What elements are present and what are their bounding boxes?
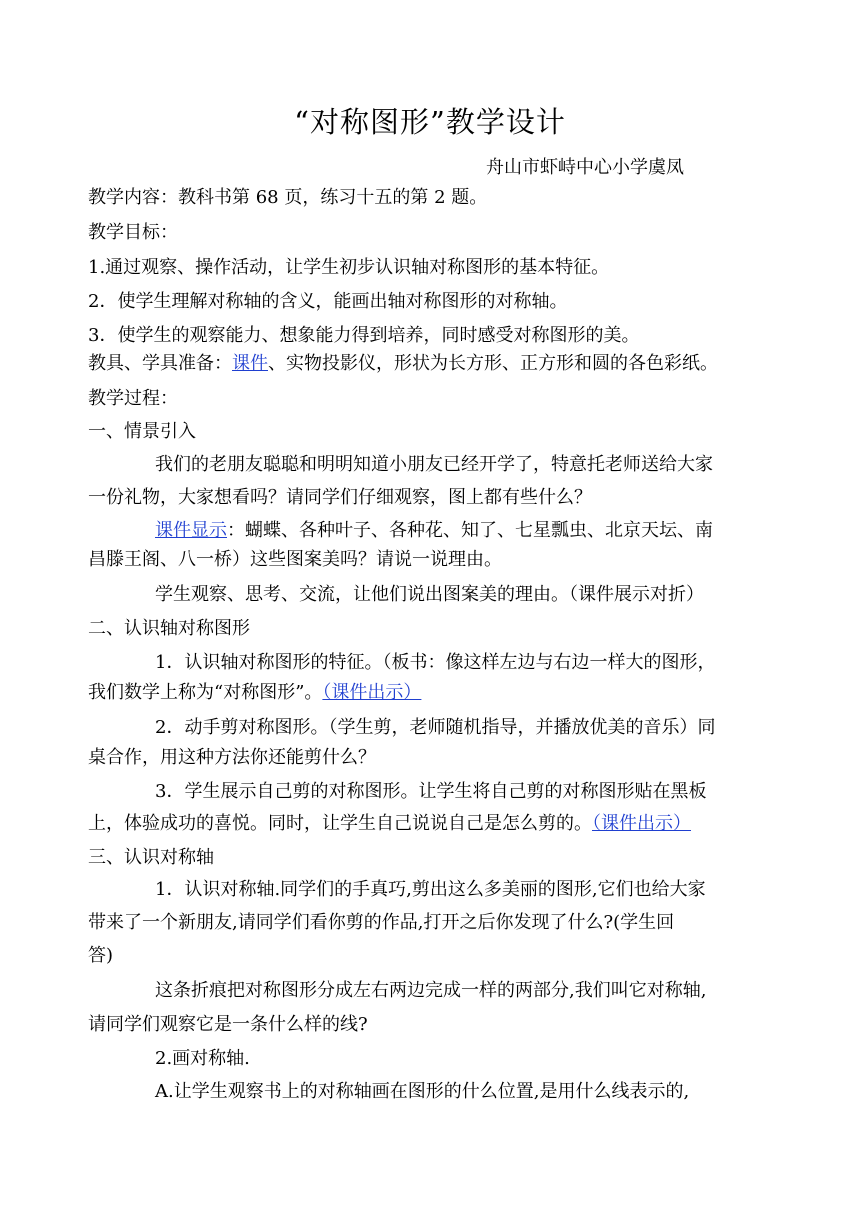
paragraph-line: 带来了一个新朋友,请同学们看你剪的作品,打开之后你发现了什么?(学生回 xyxy=(88,912,675,933)
paragraph-line: 2.画对称轴. xyxy=(155,1048,250,1069)
paragraph-line: 桌合作，用这种方法你还能剪什么？ xyxy=(88,747,376,768)
paragraph-line: 1．认识轴对称图形的特征。（板书：像这样左边与右边一样大的图形， xyxy=(155,652,716,673)
paragraph-line: 我们的老朋友聪聪和明明知道小朋友已经开学了，特意托老师送给大家 xyxy=(155,454,713,475)
paragraph-line: 学生观察、思考、交流，让他们说出图案美的理由。（课件展示对折） xyxy=(155,584,704,605)
paragraph-line: 3．学生展示自己剪的对称图形。让学生将自己剪的对称图形贴在黑板 xyxy=(155,781,707,802)
paragraph-line: A.让学生观察书上的对称轴画在图形的什么位置,是用什么线表示的, xyxy=(155,1081,690,1102)
teaching-goals-heading: 教学目标： xyxy=(88,222,178,243)
author-line: 舟山市虾峙中心小学虞凤 xyxy=(486,157,684,178)
paragraph-line: 1．认识对称轴.同学们的手真巧,剪出这么多美丽的图形,它们也给大家 xyxy=(155,879,706,900)
paragraph-line: 请同学们观察它是一条什么样的线? xyxy=(88,1014,368,1035)
courseware-link[interactable]: 课件 xyxy=(232,353,268,374)
paragraph-line: 一份礼物，大家想看吗？请同学们仔细观察，图上都有些什么？ xyxy=(88,487,592,508)
document-title: “对称图形”教学设计 xyxy=(294,105,566,139)
section-3-heading: 三、认识对称轴 xyxy=(88,847,214,868)
teaching-content: 教学内容：教科书第 68 页，练习十五的第 2 题。 xyxy=(88,187,488,208)
courseware-show-link[interactable]: （课件出示） xyxy=(322,682,422,703)
paragraph-line: 2．动手剪对称图形。（学生剪，老师随机指导，并播放优美的音乐）同 xyxy=(155,717,716,738)
materials-text: 、实物投影仪，形状为长方形、正方形和圆的各色彩纸。 xyxy=(268,353,718,374)
paragraph-text: 我们数学上称为“对称图形”。 xyxy=(88,682,323,703)
section-1-heading: 一、情景引入 xyxy=(88,421,196,442)
paragraph-text: 上，体验成功的喜悦。同时，让学生自己说说自己是怎么剪的。 xyxy=(88,813,592,834)
process-heading: 教学过程： xyxy=(88,388,178,409)
goal-1: 1.通过观察、操作活动，让学生初步认识轴对称图形的基本特征。 xyxy=(88,257,610,278)
courseware-display-text: ：蝴蝶、各种叶子、各种花、知了、七星瓢虫、北京天坛、南 xyxy=(227,520,713,541)
courseware-show-line xyxy=(88,681,778,705)
materials-line xyxy=(88,352,778,376)
goal-3: 3．使学生的观察能力、想象能力得到培养，同时感受对称图形的美。 xyxy=(88,325,640,346)
courseware-show-link-2[interactable]: （课件出示） xyxy=(592,813,691,834)
paragraph-line: 昌滕王阁、八一桥）这些图案美吗？请说一说理由。 xyxy=(88,549,502,570)
section-2-heading: 二、认识轴对称图形 xyxy=(88,618,250,639)
courseware-display-link[interactable]: 课件显示 xyxy=(155,520,227,541)
materials-label: 教具、学具准备： xyxy=(88,353,232,374)
goal-2: 2．使学生理解对称轴的含义，能画出轴对称图形的对称轴。 xyxy=(88,291,568,312)
paragraph-line: 这条折痕把对称图形分成左右两边完成一样的两部分,我们叫它对称轴, xyxy=(155,980,707,1001)
courseware-display-line xyxy=(155,519,845,543)
paragraph-line: 答) xyxy=(88,945,114,966)
courseware-show-line-2 xyxy=(88,812,778,836)
